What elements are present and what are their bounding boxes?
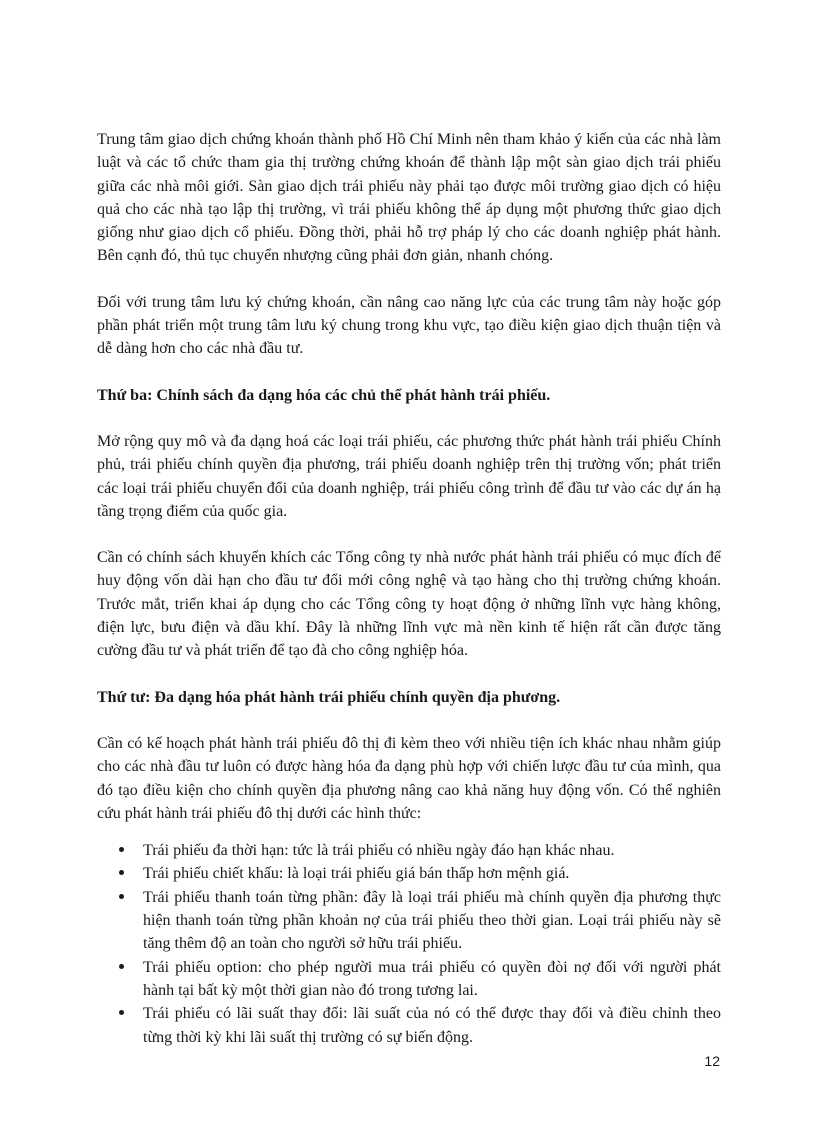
paragraph: Cần có chính sách khuyến khích các Tổng công ty nhà nước phát hành trái phiếu có mục đích để huy động vốn dài hạn cho đầu tư đổi mới công nghệ và tạo hàng cho thị trường chứng khoán. Trước mắt, triển khai áp dụng cho các Tổng công ty hoạt động ở những lĩnh vực hàng không, điện lực, bưu điện và dầu khí. Đây là những lĩnh vực mà nền kinh tế hiện rất cần được tăng cường đầu tư và phát triển để tạo đà cho công nghiệp hóa. <box>97 549 721 660</box>
list-item <box>143 1002 721 1049</box>
section-heading: Thứ tư: Đa dạng hóa phát hành trái phiếu chính quyền địa phương. <box>97 688 561 706</box>
paragraph: Cần có kế hoạch phát hành trái phiếu đô thị đi kèm theo với nhiều tiện ích khác nhau nhằm giúp cho các nhà đầu tư luôn có được hàng hóa đa dạng phù hợp với chiến lược đầu tư của mình, qua đó tạo điều kiện cho chính quyền địa phương nâng cao khả năng huy động vốn. Có thể nghiên cứu phát hành trái phiếu đô thị dưới các hình thức: <box>97 734 721 822</box>
list-item <box>143 886 721 956</box>
bullet-icon <box>119 870 124 875</box>
bullet-icon <box>119 964 124 969</box>
list-item-text: Trái phiếu chiết khấu: là loại trái phiếu giá bán thấp hơn mệnh giá. <box>143 865 570 883</box>
list-item-text: Trái phiếu có lãi suất thay đổi: lãi suất của nó có thể được thay đổi và điều chỉnh theo từng thời kỳ khi lãi suất thị trường có sự biến động. <box>143 1005 721 1046</box>
bond-type-list <box>97 839 721 1049</box>
paragraph: Mở rộng quy mô và đa dạng hoá các loại trái phiếu, các phương thức phát hành trái phiếu Chính phủ, trái phiếu chính quyền địa phương, trái phiếu doanh nghiệp trên thị trường vốn; phát triển các loại trái phiếu chuyển đổi của doanh nghiệp, trái phiếu công trình để đầu tư vào các dự án hạ tầng trọng điểm của quốc gia. <box>97 432 721 520</box>
section-heading: Thứ ba: Chính sách đa dạng hóa các chủ thể phát hành trái phiếu. <box>97 386 551 404</box>
bullet-icon <box>119 1010 124 1015</box>
paragraph: Đối với trung tâm lưu ký chứng khoán, cần nâng cao năng lực của các trung tâm này hoặc góp phần phát triển một trung tâm lưu ký chung trong khu vực, tạo điều kiện giao dịch thuận tiện và dễ dàng hơn cho các nhà đầu tư. <box>97 293 721 358</box>
paragraph: Trung tâm giao dịch chứng khoán thành phố Hồ Chí Minh nên tham khảo ý kiến của các nhà làm luật và các tổ chức tham gia thị trường chứng khoán để thành lập một sàn giao dịch trái phiếu giữa các nhà môi giới. Sàn giao dịch trái phiếu này phải tạo được môi trường giao dịch có hiệu quả cho các nhà tạo lập thị trường, vì trái phiếu không thể áp dụng một phương thức giao dịch giống như giao dịch cổ phiếu. Đồng thời, phải hỗ trợ pháp lý cho các doanh nghiệp phát hành. Bên cạnh đó, thủ tục chuyển nhượng cũng phải đơn giản, nhanh chóng. <box>97 131 721 265</box>
list-item-text: Trái phiếu đa thời hạn: tức là trái phiếu có nhiều ngày đáo hạn khác nhau. <box>143 842 615 860</box>
bullet-icon <box>119 847 124 852</box>
list-item <box>143 956 721 1003</box>
list-item-text: Trái phiếu option: cho phép người mua trái phiếu có quyền đòi nợ đối với người phát hành tại bất kỳ một thời gian nào đó trong tương lai. <box>143 958 721 999</box>
list-item <box>143 862 721 885</box>
document-body <box>97 128 721 1049</box>
list-item-text: Trái phiếu thanh toán từng phần: đây là loại trái phiếu mà chính quyền địa phương thực hiện thanh toán từng phần khoản nợ của trái phiếu theo thời gian. Loại trái phiếu này sẽ tăng thêm độ an toàn cho người sở hữu trái phiếu. <box>143 888 721 953</box>
page-number: 12 <box>704 1053 720 1069</box>
bullet-icon <box>119 894 124 899</box>
list-item <box>143 839 721 862</box>
